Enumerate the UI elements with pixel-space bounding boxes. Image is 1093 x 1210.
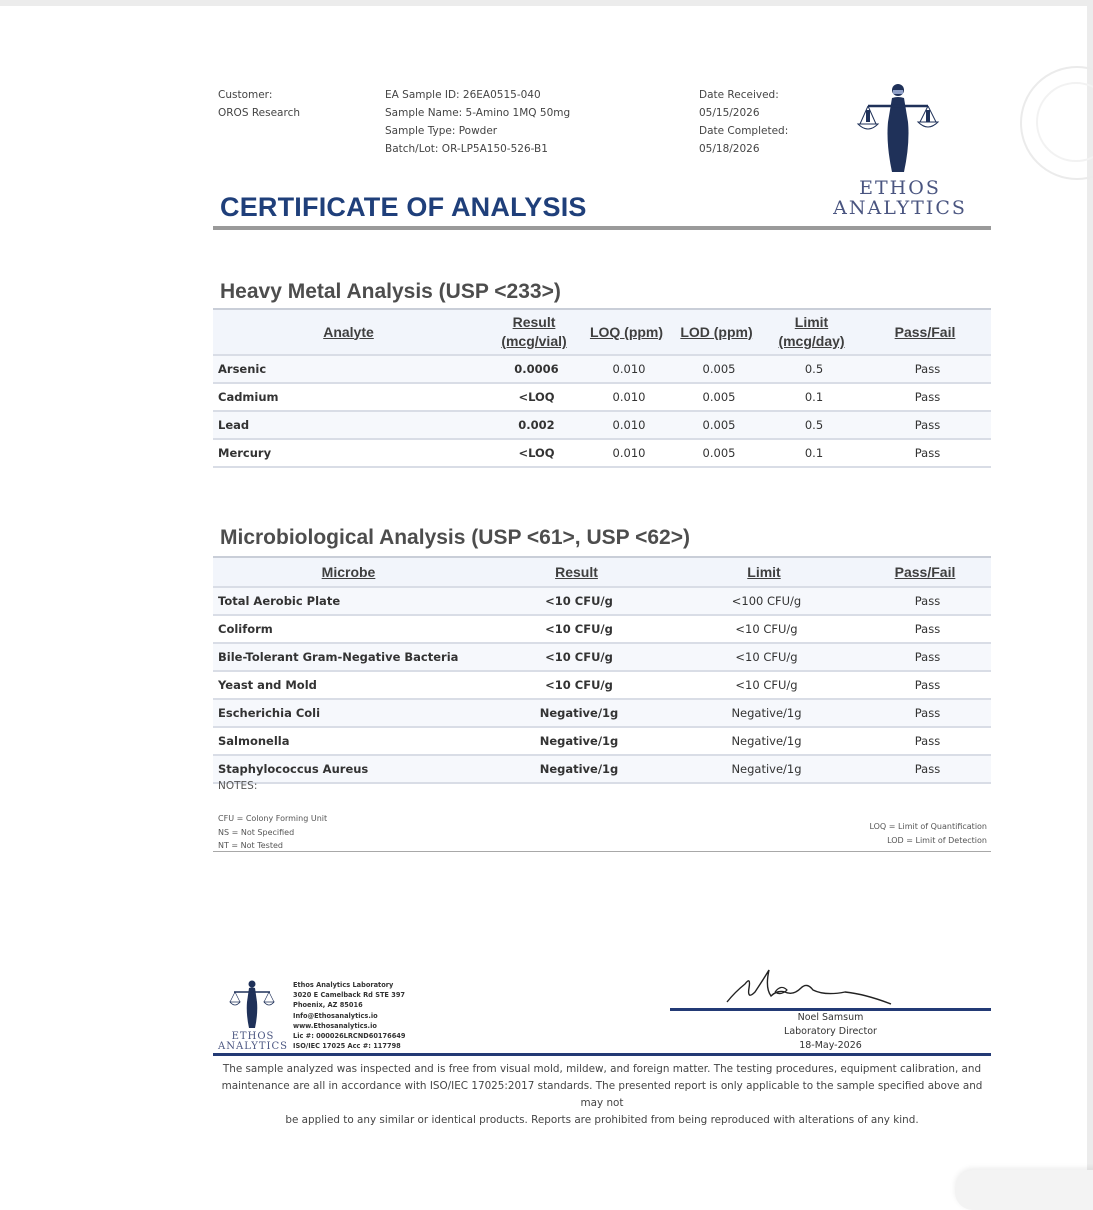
lod-cell: 0.005 [669,411,764,439]
limit-cell: 0.5 [764,411,859,439]
table-row [213,643,991,671]
lab-address1: 3020 E Camelback Rd STE 397 [293,991,406,1000]
pass-cell: Pass [859,643,991,671]
lab-iso: ISO/IEC 17025 Acc #: 117798 [293,1042,401,1051]
heavy-metal-header-row [213,309,991,355]
result-cell: <LOQ [484,439,584,467]
lod-cell: 0.005 [669,439,764,467]
limit-cell: <100 CFU/g [669,587,859,615]
header-limit: Limit [747,563,781,580]
signature-date: 18-May-2026 [799,1040,862,1051]
result-cell: <10 CFU/g [484,671,669,699]
loq-cell: 0.010 [584,355,669,383]
page-title: CERTIFICATE OF ANALYSIS [220,192,587,222]
pass-cell: Pass [859,615,991,643]
date-completed: 05/18/2026 [699,143,760,155]
lab-address2: Phoenix, AZ 85016 [293,1001,363,1010]
note-nt: NT = Not Tested [218,841,283,850]
limit-cell: <10 CFU/g [669,615,859,643]
microbe-cell: Yeast and Mold [213,671,484,699]
pass-cell: Pass [859,383,991,411]
microbe-cell: Total Aerobic Plate [213,587,484,615]
header-limit-line2: (mcg/day) [778,333,845,349]
loq-cell: 0.010 [584,411,669,439]
pass-cell: Pass [859,355,991,383]
pass-cell: Pass [859,587,991,615]
overlay-widget [955,1170,1093,1210]
pass-cell: Pass [859,699,991,727]
notes-divider [213,851,991,852]
dates-block [699,86,788,158]
sample-name: Sample Name: 5-Amino 1MQ 50mg [385,107,571,119]
table-row [213,439,991,467]
header-result-line1: Result [512,314,556,330]
micro-title: Microbiological Analysis (USP <61>, USP <62>) [220,526,690,549]
result-cell: <10 CFU/g [484,615,669,643]
note-cfu: CFU = Colony Forming Unit [218,814,328,823]
handwritten-signature-icon [715,962,900,1012]
header-lod: LOD (ppm) [680,323,753,340]
table-row [213,727,991,755]
analyte-cell: Mercury [213,439,484,467]
footer-brand-analytics: ANALYTICS [218,1041,288,1052]
loq-cell: 0.010 [584,439,669,467]
limit-cell: <10 CFU/g [669,671,859,699]
result-cell: 0.002 [484,411,584,439]
note-lod: LOD = Limit of Detection [887,835,987,845]
lod-cell: 0.005 [669,383,764,411]
lod-cell: 0.005 [669,355,764,383]
note-loq: LOQ = Limit of Quantification [869,822,987,831]
sample-type: Sample Type: Powder [385,125,498,137]
heavy-metal-title: Heavy Metal Analysis (USP <233>) [220,280,561,303]
limit-cell: 0.1 [764,383,859,411]
pass-cell: Pass [859,439,991,467]
table-row [213,615,991,643]
header-pass-fail: Pass/Fail [894,563,956,580]
notes-abbreviations-right [869,820,987,847]
header-limit [764,309,859,355]
pass-cell: Pass [859,727,991,755]
notes-abbreviations-left [218,812,327,853]
microbe-cell: Bile-Tolerant Gram-Negative Bacteria [213,643,484,671]
microbe-cell: Coliform [213,615,484,643]
result-cell: Negative/1g [484,699,669,727]
result-cell: Negative/1g [484,727,669,755]
result-cell: <10 CFU/g [484,587,669,615]
header-limit-line1: Limit [794,314,829,330]
date-received: 05/15/2026 [699,107,760,119]
header-result-line2: (mcg/vial) [501,333,567,349]
limit-cell: 0.5 [764,355,859,383]
note-ns: NS = Not Specified [218,827,295,837]
lab-license: Lic #: 000026LRCND60176649 [293,1032,406,1041]
sample-id: EA Sample ID: 26EA0515-040 [385,89,541,101]
limit-cell: Negative/1g [669,727,859,755]
header-result: Result [555,563,598,580]
date-completed-label: Date Completed: [699,125,789,137]
table-row [213,383,991,411]
micro-table [213,556,991,784]
pass-cell: Pass [859,671,991,699]
result-cell: 0.0006 [484,355,584,383]
loq-cell: 0.010 [584,383,669,411]
pass-cell: Pass [859,755,991,783]
limit-cell: Negative/1g [669,755,859,783]
heavy-metal-table [213,308,991,468]
microbe-cell: Staphylococcus Aureus [213,755,484,783]
sample-block [385,86,570,158]
analyte-cell: Arsenic [213,355,484,383]
analyte-cell: Lead [213,411,484,439]
customer-name: OROS Research [218,107,300,119]
footer-divider [213,1053,991,1056]
limit-cell: Negative/1g [669,699,859,727]
pass-cell: Pass [859,411,991,439]
brand-analytics: ANALYTICS [833,197,967,219]
brand-ethos: ETHOS [859,177,941,199]
signatory-block [670,1011,991,1053]
signatory-name: Noel Samsum [797,1012,864,1023]
batch-lot: Batch/Lot: OR-LP5A150-526-B1 [385,143,548,155]
signatory-role: Laboratory Director [784,1026,877,1037]
disclaimer-line1: The sample analyzed was inspected and is free from visual mold, mildew, and foreign matter. The testing procedures, equipment calibration, and [222,1063,982,1075]
microbe-cell: Salmonella [213,727,484,755]
table-row [213,355,991,383]
customer-label: Customer: [218,89,273,101]
limit-cell: 0.1 [764,439,859,467]
analyte-cell: Cadmium [213,383,484,411]
microbe-cell: Escherichia Coli [213,699,484,727]
header-loq: LOQ (ppm) [589,323,664,340]
result-cell: Negative/1g [484,755,669,783]
lady-justice-small-logo-icon [218,978,288,1038]
micro-header-row [213,557,991,587]
lab-email: Info@Ethosanalytics.io [293,1011,378,1020]
customer-block [218,86,300,122]
lab-contact-block [293,980,405,1051]
disclaimer-line3: be applied to any similar or identical products. Reports are prohibited from being reproduced with alterations of any kind. [285,1114,919,1126]
table-row [213,699,991,727]
date-received-label: Date Received: [699,89,779,101]
header-result [484,309,584,355]
table-row [213,671,991,699]
result-cell: <LOQ [484,383,584,411]
header-pass-fail: Pass/Fail [894,323,956,340]
header-microbe: Microbe [321,563,376,580]
result-cell: <10 CFU/g [484,643,669,671]
table-row [213,587,991,615]
lab-name: Ethos Analytics Laboratory [293,981,394,989]
disclaimer-line2: maintenance are all in accordance with ISO/IEC 17025:2017 standards. The presented report is only applicable to the sample specified above and may not [221,1080,983,1109]
table-row [213,411,991,439]
lab-website: www.Ethosanalytics.io [293,1021,377,1030]
limit-cell: <10 CFU/g [669,643,859,671]
table-row [213,755,991,783]
header-analyte: Analyte [323,323,374,340]
disclaimer [213,1061,991,1129]
notes-label: NOTES: [218,780,258,792]
title-divider [213,226,991,230]
footer-brand-ethos: ETHOS [231,1031,275,1042]
